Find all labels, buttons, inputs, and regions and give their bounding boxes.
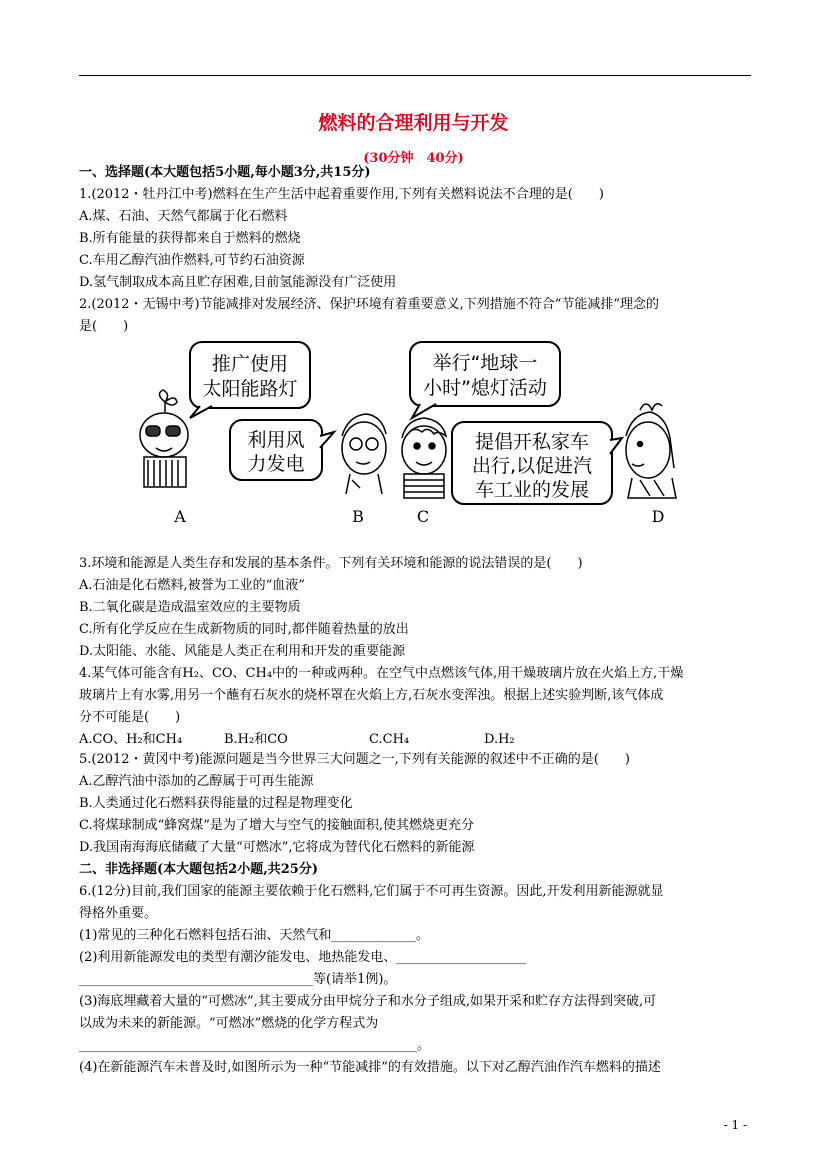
section-heading-2: 二、非选择题(本大题包括2小题,共25分) bbox=[79, 862, 318, 877]
bubble-c-line2: 小时”熄灯活动 bbox=[423, 377, 547, 399]
q4-options bbox=[79, 731, 754, 749]
q1-option-c: C.车用乙醇汽油作燃料,可节约石油资源 bbox=[79, 253, 305, 268]
q6-part3-line1: (3)海底埋藏着大量的“可燃冰”,其主要成分由甲烷分子和水分子组成,如果开采和贮存方法得到突破,可 bbox=[79, 994, 657, 1009]
page-title: 燃料的合理利用与开发 bbox=[318, 112, 509, 134]
label-d: D bbox=[651, 507, 665, 526]
q2-stem-line1: 2.(2012・无锡中考)节能减排对发展经济、保护环境有着重要意义,下列措施不符合“节能减排”理念的 bbox=[79, 297, 660, 312]
bubble-c-line1: 举行“地球一 bbox=[432, 352, 538, 374]
q6-part3-line3: ____________________________________________________。 bbox=[79, 1038, 430, 1053]
character-c-icon bbox=[402, 418, 446, 498]
q2-stem-line2: 是( ) bbox=[79, 319, 129, 334]
bubble-d-line1: 提倡开私家车 bbox=[474, 431, 590, 453]
q4-line1: 4.某气体可能含有H₂、CO、CH₄中的一种或两种。在空气中点燃该气体,用干燥玻璃片放在火焰上方,干燥 bbox=[79, 666, 684, 681]
character-b-icon bbox=[342, 414, 386, 494]
label-c: C bbox=[416, 507, 430, 526]
q5-option-d: D.我国南海海底储藏了大量“可燃冰”,它将成为替代化石燃料的新能源 bbox=[79, 840, 475, 855]
q6-part3-line2: 以成为未来的新能源。“可燃冰”燃烧的化学方程式为 bbox=[79, 1016, 379, 1031]
speech-bubble-a bbox=[190, 342, 310, 418]
q4-option-a: A.CO、H₂和CH₄ bbox=[79, 732, 183, 747]
q3-option-c: C.所有化学反应在生成新物质的同时,都伴随着热量的放出 bbox=[79, 622, 409, 637]
q1-stem: 1.(2012・牡丹江中考)燃料在生产生活中起着重要作用,下列有关燃料说法不合理的是( ) bbox=[79, 187, 604, 202]
section-heading-1: 一、选择题(本大题包括5小题,每小题3分,共15分) bbox=[79, 165, 371, 180]
q4-option-c: C.CH₄ bbox=[369, 732, 410, 747]
q1-option-b: B.所有能量的获得都来自于燃料的燃烧 bbox=[79, 231, 301, 246]
speech-bubble-c bbox=[410, 342, 560, 418]
q5-option-b: B.人类通过化石燃料获得能量的过程是物理变化 bbox=[79, 796, 353, 811]
q4-option-b: B.H₂和CO bbox=[224, 732, 288, 747]
bubble-b-line2: 力发电 bbox=[247, 453, 305, 475]
bubble-a-line1: 推广使用 bbox=[211, 353, 289, 375]
speech-bubble-d bbox=[452, 422, 622, 504]
header-rule bbox=[79, 75, 751, 76]
q5-option-c: C.将煤球制成“蜂窝煤”是为了增大与空气的接触面积,使其燃烧更充分 bbox=[79, 818, 475, 833]
label-b: B bbox=[352, 507, 364, 526]
label-a: A bbox=[174, 507, 186, 526]
q6-part1: (1)常见的三种化石燃料包括石油、天然气和_____________。 bbox=[79, 928, 429, 943]
q1-option-a: A.煤、石油、天然气都属于化石燃料 bbox=[79, 209, 288, 224]
q3-stem: 3.环境和能源是人类生存和发展的基本条件。下列有关环境和能源的说法错误的是( ) bbox=[79, 556, 583, 571]
bubble-b-line1: 利用风 bbox=[247, 429, 305, 451]
q4-line2: 玻璃片上有水雾,用另一个蘸有石灰水的烧杯罩在火焰上方,石灰水变浑浊。根据上述实验判断,该气体成 bbox=[79, 688, 664, 703]
q4-option-d: D.H₂ bbox=[484, 732, 515, 747]
q5-stem: 5.(2012・黄冈中考)能源问题是当今世界三大问题之一,下列有关能源的叙述中不正确的是( ) bbox=[79, 752, 630, 767]
page-subtitle: (30分钟 40分) bbox=[363, 151, 464, 166]
character-a-icon bbox=[140, 390, 188, 487]
bubble-d-line3: 车工业的发展 bbox=[474, 479, 590, 501]
q6-part4-line1: (4)在新能源汽车未普及时,如图所示为一种“节能减排”的有效措施。以下对乙醇汽油作汽车燃料的描述 bbox=[79, 1060, 661, 1075]
q5-option-a: A.乙醇汽油中添加的乙醇属于可再生能源 bbox=[79, 774, 314, 789]
q1-option-d: D.氢气制取成本高且贮存困难,目前氢能源没有广泛使用 bbox=[79, 275, 397, 290]
q6-part2-line2: ____________________________________等(请举1例)。 bbox=[79, 972, 397, 987]
q6-line1: 6.(12分)目前,我们国家的能源主要依赖于化石燃料,它们属于不可再生资源。因此,开发利用新能源就显 bbox=[79, 884, 664, 899]
page-number: - 1 - bbox=[723, 1118, 747, 1132]
q6-line2: 得格外重要。 bbox=[79, 906, 158, 921]
q6-part2-line1: (2)利用新能源发电的类型有潮汐能发电、地热能发电、____________________ bbox=[79, 950, 527, 965]
q3-option-b: B.二氧化碳是造成温室效应的主要物质 bbox=[79, 600, 301, 615]
q4-line3: 分不可能是( ) bbox=[79, 710, 181, 725]
q2-figure bbox=[120, 340, 710, 530]
bubble-d-line2: 出行,以促进汽 bbox=[471, 455, 593, 477]
speech-bubble-b bbox=[230, 420, 334, 480]
q3-option-d: D.太阳能、水能、风能是人类正在利用和开发的重要能源 bbox=[79, 644, 406, 659]
bubble-a-line2: 太阳能路灯 bbox=[202, 378, 298, 400]
character-d-icon bbox=[626, 404, 676, 498]
q3-option-a: A.石油是化石燃料,被誉为工业的“血液” bbox=[79, 578, 305, 593]
